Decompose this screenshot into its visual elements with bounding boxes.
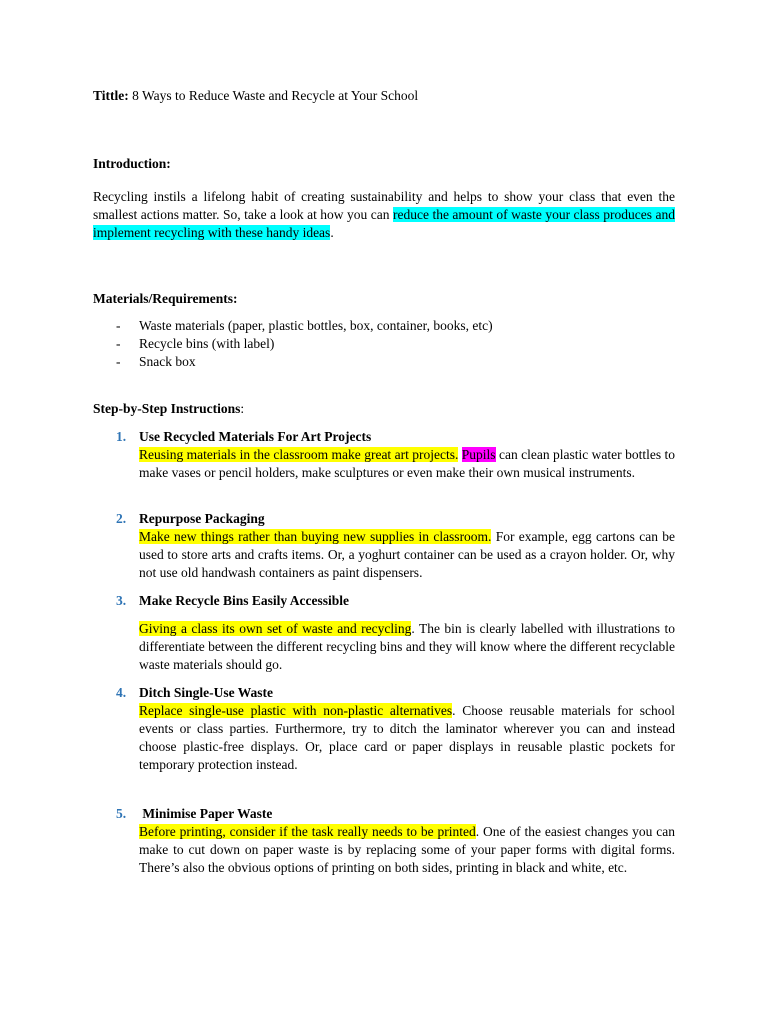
title-label: Tittle: — [93, 88, 129, 103]
intro-end: . — [330, 225, 334, 240]
step-body: Giving a class its own set of waste and recycling. The bin is clearly labelled with illustrations to differentiate between the different recycling bins and they will know where the different recyclable waste materials should go. — [139, 621, 676, 672]
materials-heading: Materials/Requirements: — [93, 291, 238, 306]
step-number: 2. — [116, 511, 127, 526]
list-item: - Recycle bins (with label) — [116, 336, 275, 351]
intro-highlight: reduce the amount of waste your class produces and implement recycling with these handy ideas — [93, 207, 675, 240]
list-item: - Snack box — [116, 354, 196, 369]
document-title — [93, 87, 418, 105]
step-heading: Repurpose Packaging — [139, 511, 265, 526]
step-heading: Make Recycle Bins Easily Accessible — [139, 593, 349, 608]
dash-bullet: - — [116, 336, 121, 351]
step-number: 3. — [116, 593, 127, 608]
intro-text: Recycling instils a lifelong habit of creating sustainability and helps to show your class that even the smallest actions matter. So, take a look at how you can — [93, 189, 675, 222]
step-body: Reusing materials in the classroom make great art projects. Pupils can clean plastic water bottles to make vases or pencil holders, make sculptures or even make their own musical instruments. — [139, 447, 675, 480]
dash-bullet: - — [116, 318, 121, 333]
step-heading: Minimise Paper Waste — [139, 806, 273, 821]
list-item: - Waste materials (paper, plastic bottles, box, container, books, etc) — [116, 318, 493, 333]
step-body: Before printing, consider if the task really needs to be printed. One of the easiest changes you can make to cut down on paper waste is by replacing some of your paper forms with digital forms. There’s also the obvious options of printing on both sides, printing in black and white, etc. — [139, 824, 675, 875]
step-body: Replace single-use plastic with non-plastic alternatives. Choose reusable materials for school events or class parties. Furthermore, try to ditch the laminator wherever you can and instead choose plastic-free displays. Or, place card or paper displays in reusable plastic pockets for temporary protection instead. — [139, 703, 675, 772]
step-number: 1. — [116, 429, 127, 444]
materials-list — [93, 317, 493, 371]
step-body: Make new things rather than buying new supplies in classroom. For example, egg cartons can be used to store arts and crafts items. Or, a yoghurt container can be used as a crayon holder. Or, why not use old handwash containers as paint dispensers. — [139, 529, 675, 580]
step-number: 4. — [116, 685, 127, 700]
steps-heading: Step-by-Step Instructions: — [93, 401, 245, 416]
step-heading: Ditch Single-Use Waste — [139, 685, 273, 700]
dash-bullet: - — [116, 354, 121, 369]
introduction-heading: Introduction: — [93, 156, 171, 171]
step-number: 5. — [116, 806, 127, 821]
title-text: 8 Ways to Reduce Waste and Recycle at Your School — [128, 88, 419, 103]
step-heading: Use Recycled Materials For Art Projects — [139, 429, 372, 444]
introduction-paragraph — [93, 188, 675, 242]
